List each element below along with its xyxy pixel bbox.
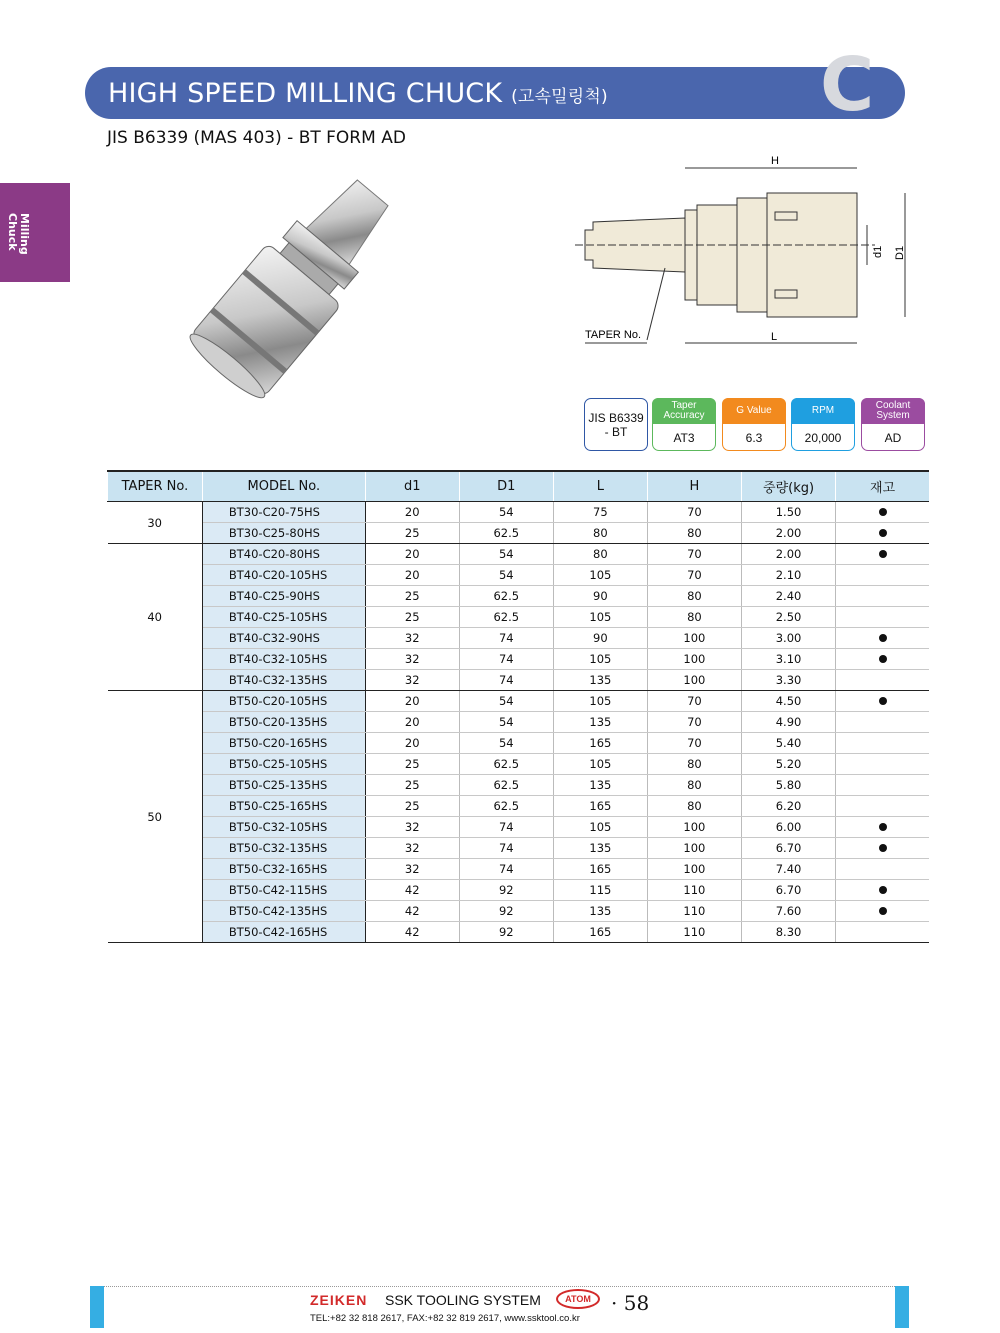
value-cell: 105 xyxy=(553,691,647,712)
model-cell: BT50-C32-165HS xyxy=(202,859,365,880)
value-cell: 25 xyxy=(365,775,459,796)
page-number: · 58 xyxy=(611,1291,650,1315)
value-cell: 165 xyxy=(553,733,647,754)
value-cell: 20 xyxy=(365,544,459,565)
model-cell: BT30-C25-80HS xyxy=(202,523,365,544)
value-cell: 70 xyxy=(647,544,741,565)
model-cell: BT40-C32-135HS xyxy=(202,670,365,691)
value-cell: 115 xyxy=(553,880,647,901)
footer-company: SSK TOOLING SYSTEM xyxy=(385,1292,541,1308)
in-stock-icon xyxy=(879,550,887,558)
model-cell: BT30-C20-75HS xyxy=(202,502,365,523)
value-cell: 105 xyxy=(553,565,647,586)
table-row xyxy=(108,523,930,544)
value-cell: 92 xyxy=(459,922,553,943)
stock-cell xyxy=(836,691,929,712)
value-cell: 135 xyxy=(553,670,647,691)
model-cell: BT50-C32-135HS xyxy=(202,838,365,859)
value-cell: 90 xyxy=(553,628,647,649)
in-stock-icon xyxy=(879,508,887,516)
spec-badge-title: Coolant System xyxy=(861,398,925,424)
value-cell: 70 xyxy=(647,502,741,523)
model-cell: BT50-C42-165HS xyxy=(202,922,365,943)
value-cell: 100 xyxy=(647,670,741,691)
value-cell: 110 xyxy=(647,922,741,943)
stock-cell xyxy=(836,523,929,544)
stock-cell xyxy=(836,838,929,859)
value-cell: 2.00 xyxy=(741,544,835,565)
value-cell: 80 xyxy=(647,523,741,544)
value-cell: 92 xyxy=(459,880,553,901)
value-cell: 105 xyxy=(553,649,647,670)
value-cell: 20 xyxy=(365,712,459,733)
value-cell: 105 xyxy=(553,817,647,838)
value-cell: 5.40 xyxy=(741,733,835,754)
value-cell: 6.70 xyxy=(741,880,835,901)
footer-bar-left xyxy=(90,1286,104,1328)
table-row xyxy=(108,628,930,649)
table-row xyxy=(108,502,930,523)
spec-badge xyxy=(722,398,786,451)
value-cell: 2.40 xyxy=(741,586,835,607)
value-cell: 110 xyxy=(647,901,741,922)
title-kr: (고속밀링척) xyxy=(511,87,608,107)
value-cell: 6.00 xyxy=(741,817,835,838)
value-cell: 6.70 xyxy=(741,838,835,859)
model-cell: BT40-C25-105HS xyxy=(202,607,365,628)
value-cell: 54 xyxy=(459,691,553,712)
table-row xyxy=(108,922,930,943)
table-row xyxy=(108,691,930,712)
value-cell: 100 xyxy=(647,628,741,649)
value-cell: 62.5 xyxy=(459,775,553,796)
value-cell: 32 xyxy=(365,649,459,670)
value-cell: 80 xyxy=(647,775,741,796)
column-header: 재고 xyxy=(836,471,929,502)
label-D1: D1 xyxy=(894,245,906,260)
spec-badge-title: Taper Accuracy xyxy=(652,398,716,424)
value-cell: 70 xyxy=(647,691,741,712)
table-row xyxy=(108,670,930,691)
value-cell: 135 xyxy=(553,838,647,859)
footer-brand: ZEIKEN xyxy=(310,1292,368,1308)
value-cell: 7.60 xyxy=(741,901,835,922)
product-photo xyxy=(150,160,445,430)
model-cell: BT50-C42-115HS xyxy=(202,880,365,901)
value-cell: 80 xyxy=(647,586,741,607)
stock-cell xyxy=(836,607,929,628)
stock-cell xyxy=(836,859,929,880)
stock-cell xyxy=(836,670,929,691)
column-header: MODEL No. xyxy=(202,471,365,502)
value-cell: 32 xyxy=(365,838,459,859)
value-cell: 25 xyxy=(365,796,459,817)
value-cell: 4.90 xyxy=(741,712,835,733)
value-cell: 25 xyxy=(365,754,459,775)
value-cell: 5.80 xyxy=(741,775,835,796)
value-cell: 74 xyxy=(459,649,553,670)
table-row xyxy=(108,586,930,607)
model-table xyxy=(107,470,929,943)
value-cell: 92 xyxy=(459,901,553,922)
model-cell: BT50-C25-105HS xyxy=(202,754,365,775)
label-taper: TAPER No. xyxy=(585,329,642,341)
table-row xyxy=(108,733,930,754)
stock-cell xyxy=(836,628,929,649)
standard-line1: JIS B6339 xyxy=(588,410,644,425)
model-cell: BT40-C32-90HS xyxy=(202,628,365,649)
value-cell: 135 xyxy=(553,901,647,922)
spec-badge-value: 20,000 xyxy=(804,431,842,445)
taper-cell: 40 xyxy=(108,544,203,691)
value-cell: 54 xyxy=(459,733,553,754)
technical-drawing xyxy=(575,150,920,350)
table-row xyxy=(108,544,930,565)
table-row xyxy=(108,754,930,775)
value-cell: 25 xyxy=(365,586,459,607)
value-cell: 8.30 xyxy=(741,922,835,943)
value-cell: 42 xyxy=(365,880,459,901)
in-stock-icon xyxy=(879,529,887,537)
stock-cell xyxy=(836,901,929,922)
value-cell: 62.5 xyxy=(459,586,553,607)
value-cell: 3.10 xyxy=(741,649,835,670)
stock-cell xyxy=(836,922,929,943)
model-cell: BT50-C32-105HS xyxy=(202,817,365,838)
value-cell: 4.50 xyxy=(741,691,835,712)
standard-line2: - BT xyxy=(604,424,628,439)
table-row xyxy=(108,649,930,670)
value-cell: 70 xyxy=(647,733,741,754)
stock-cell xyxy=(836,502,929,523)
value-cell: 62.5 xyxy=(459,607,553,628)
value-cell: 32 xyxy=(365,817,459,838)
value-cell: 5.20 xyxy=(741,754,835,775)
footer-bar-right xyxy=(895,1286,909,1328)
in-stock-icon xyxy=(879,844,887,852)
spec-badge xyxy=(791,398,855,451)
stock-cell xyxy=(836,586,929,607)
page-title xyxy=(108,78,608,109)
value-cell: 7.40 xyxy=(741,859,835,880)
value-cell: 74 xyxy=(459,859,553,880)
model-cell: BT50-C25-135HS xyxy=(202,775,365,796)
value-cell: 42 xyxy=(365,922,459,943)
value-cell: 32 xyxy=(365,670,459,691)
table-row xyxy=(108,838,930,859)
value-cell: 54 xyxy=(459,712,553,733)
stock-cell xyxy=(836,817,929,838)
table-row xyxy=(108,565,930,586)
value-cell: 54 xyxy=(459,565,553,586)
value-cell: 3.30 xyxy=(741,670,835,691)
column-header: D1 xyxy=(459,471,553,502)
value-cell: 54 xyxy=(459,544,553,565)
model-cell: BT50-C42-135HS xyxy=(202,901,365,922)
value-cell: 74 xyxy=(459,838,553,859)
value-cell: 100 xyxy=(647,649,741,670)
table-row xyxy=(108,796,930,817)
value-cell: 75 xyxy=(553,502,647,523)
spec-badge xyxy=(861,398,925,451)
in-stock-icon xyxy=(879,697,887,705)
value-cell: 74 xyxy=(459,817,553,838)
value-cell: 2.00 xyxy=(741,523,835,544)
column-header: TAPER No. xyxy=(108,471,203,502)
in-stock-icon xyxy=(879,886,887,894)
spec-badge-title: RPM xyxy=(791,398,855,424)
value-cell: 105 xyxy=(553,754,647,775)
value-cell: 20 xyxy=(365,565,459,586)
stock-cell xyxy=(836,754,929,775)
model-cell: BT40-C20-80HS xyxy=(202,544,365,565)
title-en: HIGH SPEED MILLING CHUCK xyxy=(108,78,503,109)
value-cell: 80 xyxy=(647,754,741,775)
table-row xyxy=(108,775,930,796)
value-cell: 20 xyxy=(365,733,459,754)
value-cell: 90 xyxy=(553,586,647,607)
value-cell: 20 xyxy=(365,502,459,523)
footer-line xyxy=(104,1286,895,1287)
value-cell: 2.10 xyxy=(741,565,835,586)
atom-logo: ATOM xyxy=(556,1289,600,1309)
model-cell: BT40-C32-105HS xyxy=(202,649,365,670)
stock-cell xyxy=(836,775,929,796)
table-row xyxy=(108,859,930,880)
value-cell: 32 xyxy=(365,859,459,880)
value-cell: 100 xyxy=(647,838,741,859)
table-row xyxy=(108,901,930,922)
value-cell: 32 xyxy=(365,628,459,649)
stock-cell xyxy=(836,880,929,901)
standard-badge xyxy=(584,398,648,451)
page-subtitle: JIS B6339 (MAS 403) - BT FORM AD xyxy=(107,128,406,148)
table-row xyxy=(108,712,930,733)
stock-cell xyxy=(836,712,929,733)
value-cell: 62.5 xyxy=(459,754,553,775)
value-cell: 1.50 xyxy=(741,502,835,523)
value-cell: 80 xyxy=(553,523,647,544)
model-cell: BT40-C25-90HS xyxy=(202,586,365,607)
value-cell: 135 xyxy=(553,775,647,796)
value-cell: 25 xyxy=(365,523,459,544)
value-cell: 54 xyxy=(459,502,553,523)
value-cell: 80 xyxy=(647,796,741,817)
value-cell: 80 xyxy=(647,607,741,628)
model-cell: BT50-C20-165HS xyxy=(202,733,365,754)
table-row xyxy=(108,817,930,838)
stock-cell xyxy=(836,796,929,817)
spec-badge-title: G Value xyxy=(722,398,786,424)
column-header: H xyxy=(647,471,741,502)
value-cell: 70 xyxy=(647,565,741,586)
table-row xyxy=(108,607,930,628)
stock-cell xyxy=(836,544,929,565)
value-cell: 20 xyxy=(365,691,459,712)
table-row xyxy=(108,880,930,901)
side-tab-label: Milling Chuck xyxy=(6,213,31,255)
spec-badge xyxy=(652,398,716,451)
value-cell: 100 xyxy=(647,859,741,880)
value-cell: 74 xyxy=(459,670,553,691)
taper-cell: 50 xyxy=(108,691,203,943)
section-letter: C xyxy=(820,42,875,128)
spec-badge-value: 6.3 xyxy=(745,431,763,445)
stock-cell xyxy=(836,565,929,586)
in-stock-icon xyxy=(879,634,887,642)
value-cell: 100 xyxy=(647,817,741,838)
value-cell: 165 xyxy=(553,922,647,943)
value-cell: 135 xyxy=(553,712,647,733)
value-cell: 2.50 xyxy=(741,607,835,628)
value-cell: 42 xyxy=(365,901,459,922)
value-cell: 80 xyxy=(553,544,647,565)
column-header: L xyxy=(553,471,647,502)
value-cell: 62.5 xyxy=(459,796,553,817)
value-cell: 6.20 xyxy=(741,796,835,817)
model-cell: BT40-C20-105HS xyxy=(202,565,365,586)
in-stock-icon xyxy=(879,907,887,915)
value-cell: 165 xyxy=(553,859,647,880)
model-cell: BT50-C25-165HS xyxy=(202,796,365,817)
value-cell: 3.00 xyxy=(741,628,835,649)
label-L: L xyxy=(771,331,778,343)
label-d1: d1 xyxy=(872,245,884,258)
taper-cell: 30 xyxy=(108,502,203,544)
in-stock-icon xyxy=(879,655,887,663)
model-cell: BT50-C20-135HS xyxy=(202,712,365,733)
footer-contact: TEL:+82 32 818 2617, FAX:+82 32 819 2617, www.ssktool.co.kr xyxy=(310,1313,580,1324)
value-cell: 105 xyxy=(553,607,647,628)
model-cell: BT50-C20-105HS xyxy=(202,691,365,712)
value-cell: 110 xyxy=(647,880,741,901)
value-cell: 74 xyxy=(459,628,553,649)
in-stock-icon xyxy=(879,823,887,831)
value-cell: 165 xyxy=(553,796,647,817)
label-H: H xyxy=(771,155,779,167)
value-cell: 62.5 xyxy=(459,523,553,544)
value-cell: 25 xyxy=(365,607,459,628)
spec-badge-value: AT3 xyxy=(673,431,695,445)
stock-cell xyxy=(836,649,929,670)
stock-cell xyxy=(836,733,929,754)
spec-badge-value: AD xyxy=(884,431,902,445)
value-cell: 70 xyxy=(647,712,741,733)
column-header: d1 xyxy=(365,471,459,502)
column-header: 중량(kg) xyxy=(741,471,835,502)
